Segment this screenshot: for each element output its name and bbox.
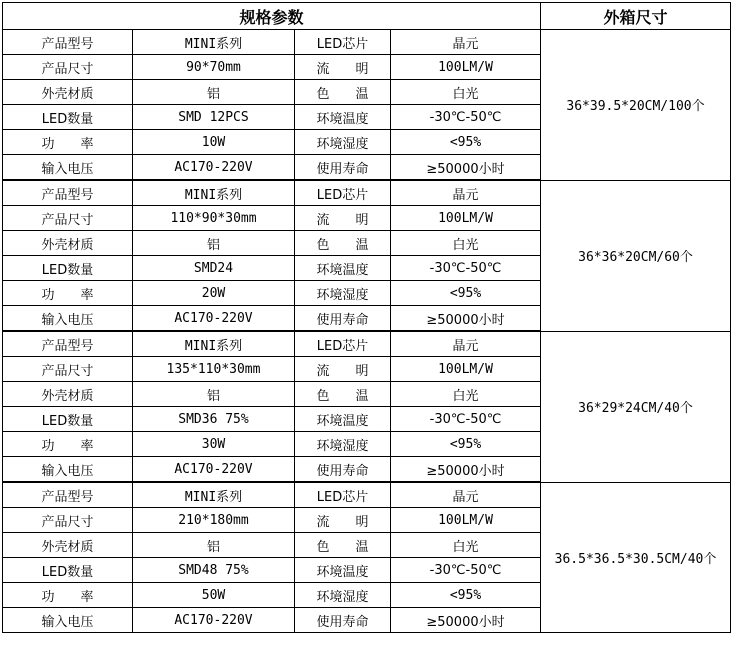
row-value: 晶元: [391, 482, 541, 508]
spec-header: 规格参数: [3, 3, 541, 30]
row-value: AC170-220V: [133, 155, 295, 181]
row-label: LED芯片: [295, 180, 391, 206]
row-label: LED芯片: [295, 30, 391, 55]
row-label: 流 明: [295, 206, 391, 231]
row-value: -30℃-50℃: [391, 558, 541, 583]
row-value: 20W: [133, 281, 295, 306]
row-value: -30℃-50℃: [391, 105, 541, 130]
spec-body: [3, 30, 731, 633]
row-value: <95%: [391, 130, 541, 155]
row-value: ≥50000小时: [391, 306, 541, 332]
row-label: 输入电压: [3, 306, 133, 332]
row-value: 晶元: [391, 331, 541, 357]
row-value: 100LM/W: [391, 206, 541, 231]
row-label: 功 率: [3, 281, 133, 306]
spec-table: [2, 2, 731, 633]
row-value: AC170-220V: [133, 306, 295, 332]
row-label: 环境湿度: [295, 130, 391, 155]
row-value: 晶元: [391, 30, 541, 55]
row-label: 使用寿命: [295, 457, 391, 483]
box-size-cell: 36*36*20CM/60个: [541, 180, 731, 331]
row-value: SMD 12PCS: [133, 105, 295, 130]
row-label: 输入电压: [3, 457, 133, 483]
table-row: [3, 180, 731, 206]
row-label: 产品尺寸: [3, 206, 133, 231]
row-label: 流 明: [295, 508, 391, 533]
row-value: 10W: [133, 130, 295, 155]
row-label: 外壳材质: [3, 533, 133, 558]
row-value: 50W: [133, 583, 295, 608]
row-value: -30℃-50℃: [391, 407, 541, 432]
table-row: [3, 331, 731, 357]
row-value: -30℃-50℃: [391, 256, 541, 281]
row-label: 环境湿度: [295, 432, 391, 457]
row-label: 色 温: [295, 533, 391, 558]
row-label: LED芯片: [295, 482, 391, 508]
row-value: ≥50000小时: [391, 608, 541, 633]
row-label: LED数量: [3, 105, 133, 130]
row-label: 外壳材质: [3, 382, 133, 407]
row-label: 产品型号: [3, 30, 133, 55]
header-row: [3, 3, 731, 30]
row-label: 功 率: [3, 583, 133, 608]
row-value: <95%: [391, 281, 541, 306]
row-label: 环境湿度: [295, 281, 391, 306]
row-value: MINI系列: [133, 30, 295, 55]
row-value: 铝: [133, 533, 295, 558]
row-label: 输入电压: [3, 608, 133, 633]
row-label: 功 率: [3, 130, 133, 155]
row-label: 使用寿命: [295, 155, 391, 181]
row-value: MINI系列: [133, 180, 295, 206]
table-row: [3, 30, 731, 55]
row-value: 30W: [133, 432, 295, 457]
row-value: 晶元: [391, 180, 541, 206]
row-label: 色 温: [295, 231, 391, 256]
row-value: AC170-220V: [133, 608, 295, 633]
row-value: 90*70mm: [133, 55, 295, 80]
row-label: 功 率: [3, 432, 133, 457]
row-label: 产品尺寸: [3, 357, 133, 382]
row-value: <95%: [391, 583, 541, 608]
row-value: 白光: [391, 382, 541, 407]
row-label: LED数量: [3, 256, 133, 281]
row-value: 铝: [133, 80, 295, 105]
row-value: AC170-220V: [133, 457, 295, 483]
row-label: 色 温: [295, 382, 391, 407]
row-value: SMD48 75%: [133, 558, 295, 583]
row-label: 产品型号: [3, 180, 133, 206]
row-value: ≥50000小时: [391, 155, 541, 181]
row-value: 白光: [391, 231, 541, 256]
box-size-cell: 36*39.5*20CM/100个: [541, 30, 731, 181]
row-value: 白光: [391, 80, 541, 105]
row-value: 铝: [133, 231, 295, 256]
row-label: 产品尺寸: [3, 508, 133, 533]
row-label: LED数量: [3, 407, 133, 432]
row-label: 外壳材质: [3, 231, 133, 256]
box-size-cell: 36.5*36.5*30.5CM/40个: [541, 482, 731, 633]
row-value: ≥50000小时: [391, 457, 541, 483]
row-label: 产品型号: [3, 482, 133, 508]
row-value: 100LM/W: [391, 357, 541, 382]
row-value: SMD24: [133, 256, 295, 281]
row-value: SMD36 75%: [133, 407, 295, 432]
row-label: LED芯片: [295, 331, 391, 357]
row-label: 环境温度: [295, 558, 391, 583]
row-value: 210*180mm: [133, 508, 295, 533]
row-label: 产品型号: [3, 331, 133, 357]
row-label: 使用寿命: [295, 608, 391, 633]
row-value: <95%: [391, 432, 541, 457]
row-value: 白光: [391, 533, 541, 558]
row-label: 环境湿度: [295, 583, 391, 608]
table-row: [3, 482, 731, 508]
box-size-cell: 36*29*24CM/40个: [541, 331, 731, 482]
row-value: 100LM/W: [391, 55, 541, 80]
row-value: MINI系列: [133, 482, 295, 508]
row-label: 使用寿命: [295, 306, 391, 332]
row-value: 100LM/W: [391, 508, 541, 533]
row-label: 环境温度: [295, 256, 391, 281]
row-value: MINI系列: [133, 331, 295, 357]
row-label: 外壳材质: [3, 80, 133, 105]
row-label: 输入电压: [3, 155, 133, 181]
row-label: 流 明: [295, 55, 391, 80]
row-value: 铝: [133, 382, 295, 407]
row-label: 流 明: [295, 357, 391, 382]
row-value: 110*90*30mm: [133, 206, 295, 231]
box-size-header: 外箱尺寸: [541, 3, 731, 30]
row-label: LED数量: [3, 558, 133, 583]
row-value: 135*110*30mm: [133, 357, 295, 382]
row-label: 环境温度: [295, 407, 391, 432]
row-label: 环境温度: [295, 105, 391, 130]
row-label: 色 温: [295, 80, 391, 105]
row-label: 产品尺寸: [3, 55, 133, 80]
